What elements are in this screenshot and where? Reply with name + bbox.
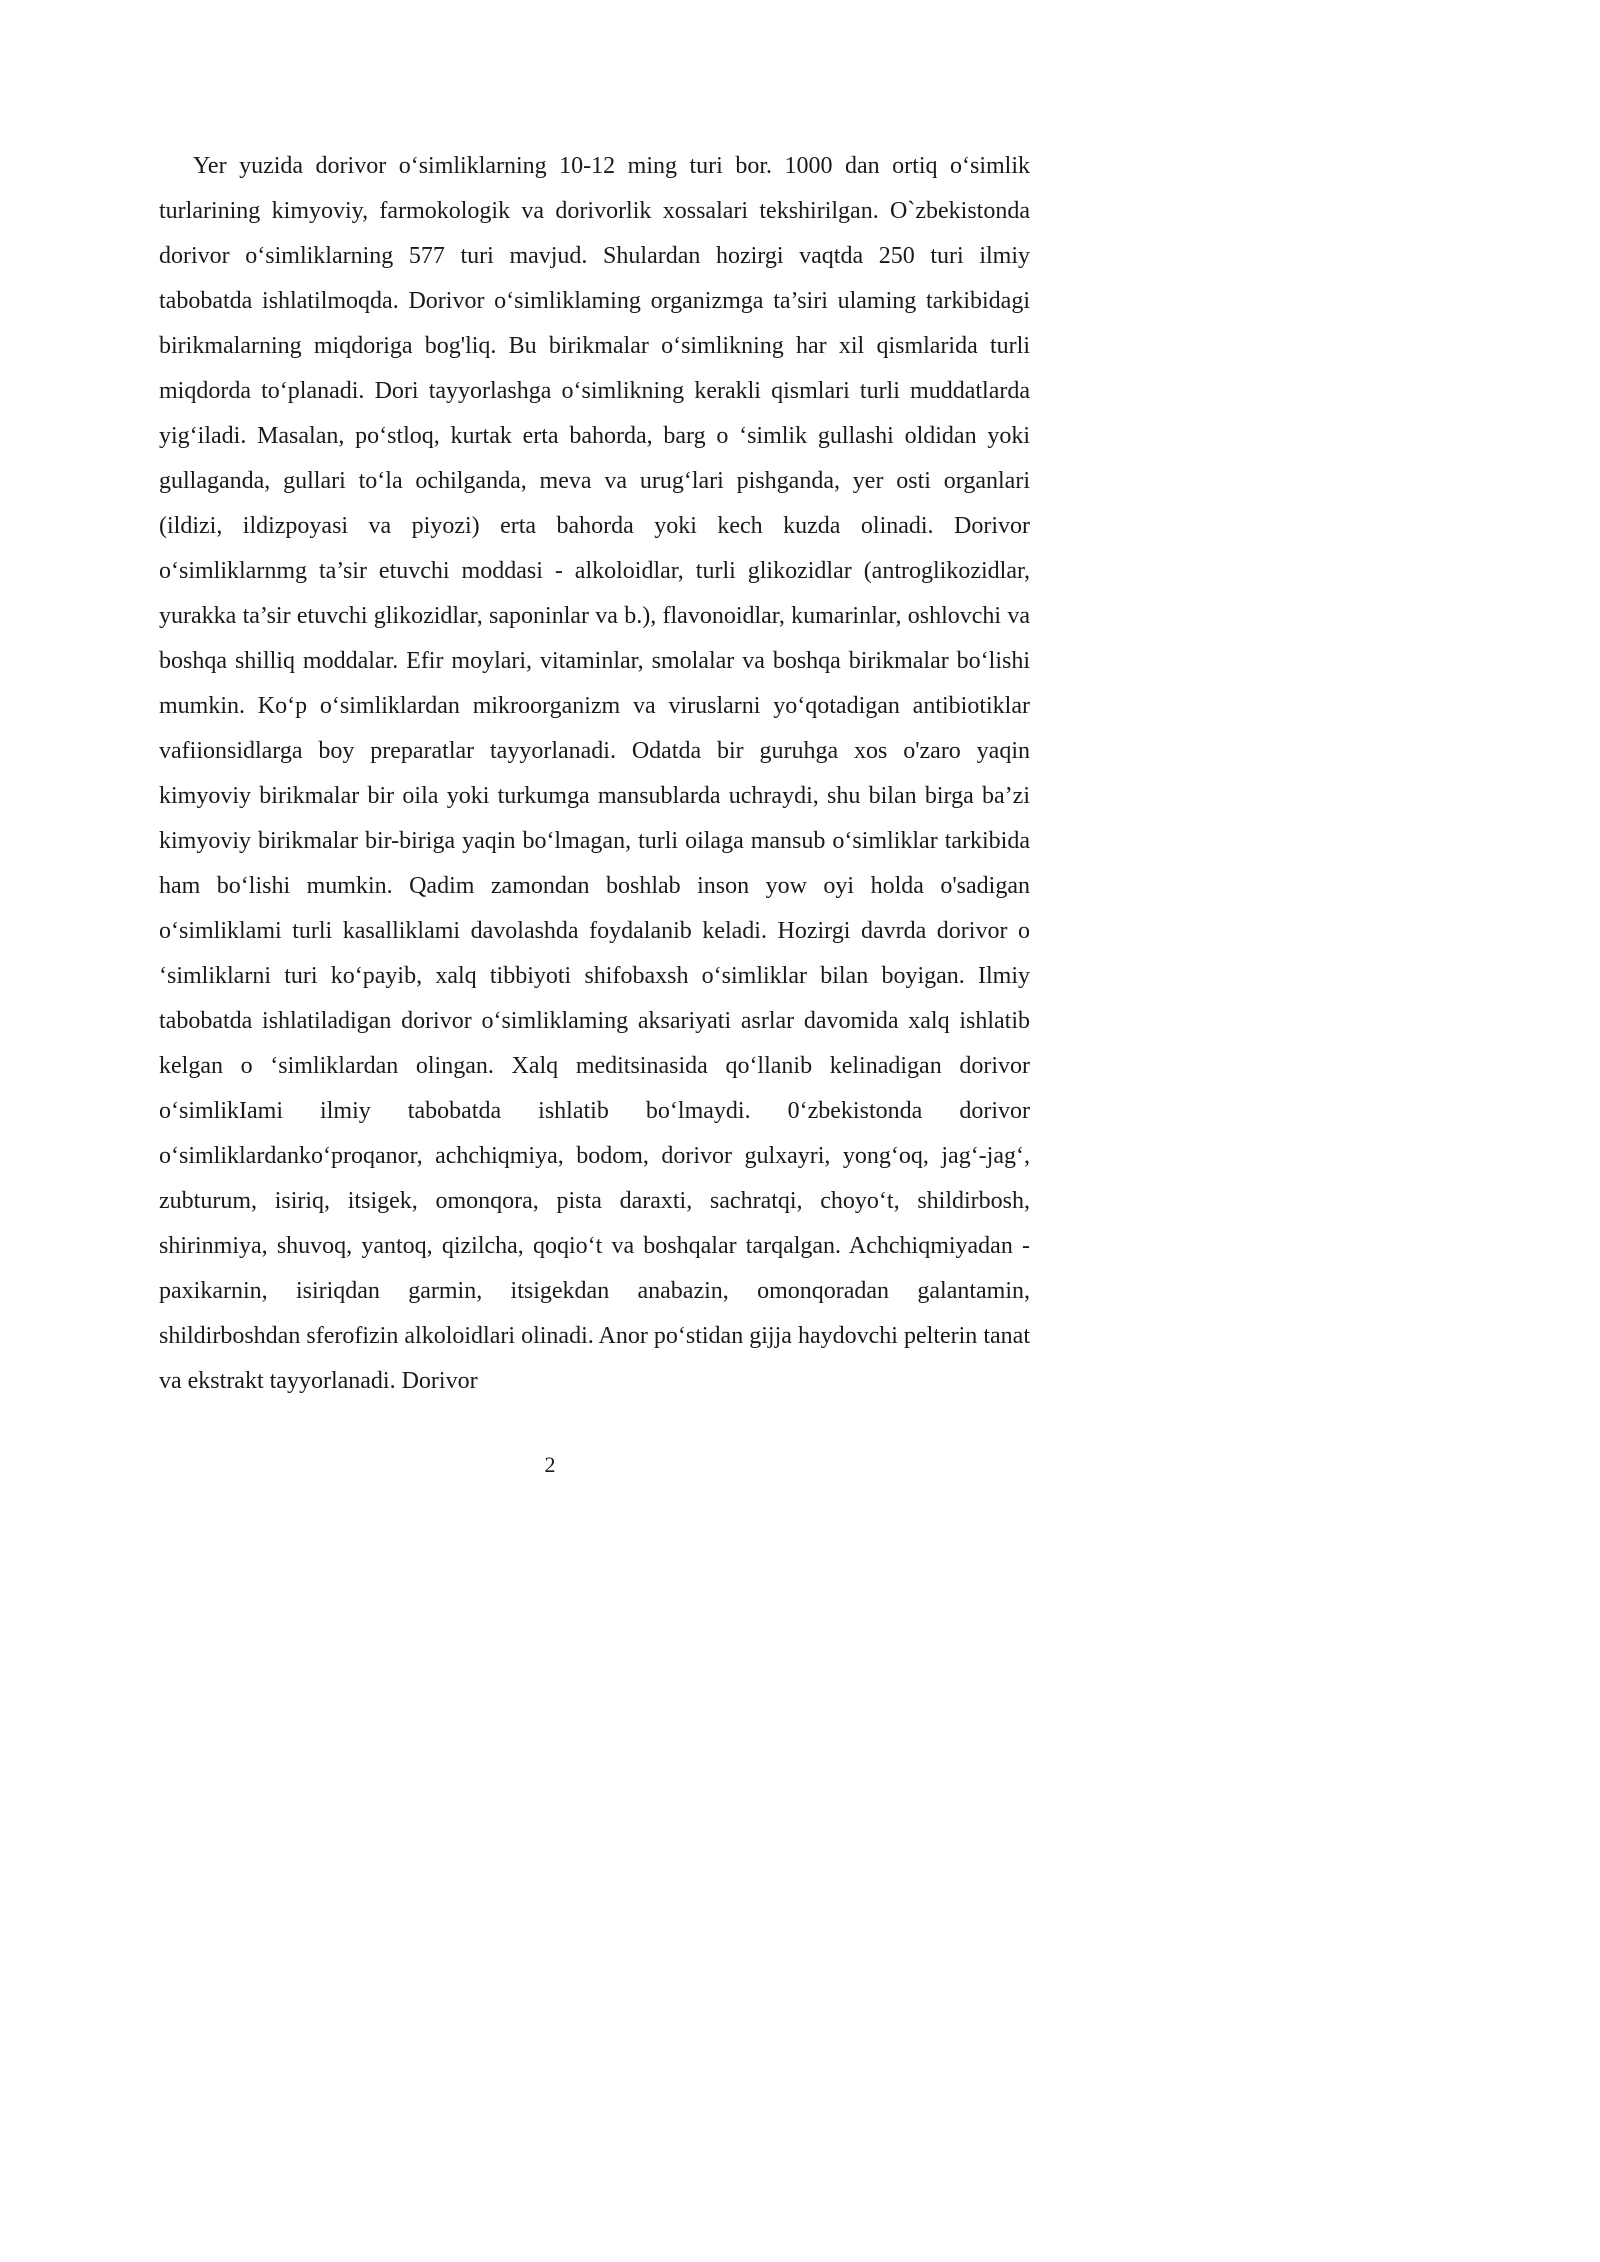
page-number: 2	[544, 1452, 556, 1477]
document-page	[0, 0, 1100, 1555]
body-paragraph: Yer yuzida dorivor o‘simliklarning 10-12 ming turi bor. 1000 dan ortiq o‘simlik turlarining kimyoviy, farmokologik va dorivorlik xossalari tekshirilgan. O`zbekistonda dorivor o‘simliklarning 577 turi mavjud. Shulardan hozirgi vaqtda 250 turi ilmiy tabobatda ishlatilmoqda. Dorivor o‘simliklaming organizmga ta’siri ulaming tarkibidagi birikmalarning miqdoriga bog'liq. Bu birikmalar o‘simlikning har xil qismlarida turli miqdorda to‘planadi. Dori tayyorlashga o‘simlikning kerakli qismlari turli muddatlarda yig‘iladi. Masalan, po‘stloq, kurtak erta bahorda, barg o ‘simlik gullashi oldidan yoki gullaganda, gullari to‘la ochilganda, meva va urug‘lari pishganda, yer osti organlari (ildizi, ildizpoyasi va piyozi) erta bahorda yoki kech kuzda olinadi. Dorivor o‘simliklarnmg ta’sir etuvchi moddasi - alkoloidlar, turli glikozidlar (antroglikozidlar, yurakka ta’sir etuvchi glikozidlar, saponinlar va b.), flavonoidlar, kumarinlar, oshlovchi va boshqa shilliq moddalar. Efir moylari, vitaminlar, smolalar va boshqa birikmalar bo‘lishi mumkin. Ko‘p o‘simliklardan mikroorganizm va viruslarni yo‘qotadigan antibiotiklar vafiionsidlarga boy preparatlar tayyorlanadi. Odatda bir guruhga xos o'zaro yaqin kimyoviy birikmalar bir oila yoki turkumga mansublarda uchraydi, shu bilan birga ba’zi kimyoviy birikmalar bir-biriga yaqin bo‘lmagan, turli oilaga mansub o‘simliklar tarkibida ham bo‘lishi mumkin. Qadim zamondan boshlab inson yow oyi holda o'sadigan o‘simliklami turli kasalliklami davolashda foydalanib keladi. Hozirgi davrda dorivor o ‘simliklarni turi ko‘payib, xalq tibbiyoti shifobaxsh o‘simliklar bilan boyigan. Ilmiy tabobatda ishlatiladigan dorivor o‘simliklaming aksariyati asrlar davomida xalq ishlatib kelgan o ‘simliklardan olingan. Xalq meditsinasida qo‘llanib kelinadigan dorivor o‘simlikIami ilmiy tabobatda ishlatib bo‘lmaydi. 0‘zbekistonda dorivor o‘simliklardanko‘proqanor, achchiqmiya, bodom, dorivor gulxayri, yong‘oq, jag‘-jag‘, zubturum, isiriq, itsigek, omonqora, pista daraxti, sachratqi, choyo‘t, shildirbosh, shirinmiya, shuvoq, yantoq, qizilcha, qoqio‘t va boshqalar tarqalgan. Achchiqmiyadan - paxikarnin, isiriqdan garmin, itsigekdan anabazin, omonqoradan galantamin, shildirboshdan sferofizin alkoloidlari olinadi. Anor po‘stidan gijja haydovchi pelterin tanat va ekstrakt tayyorlanadi. Dorivor	[159, 153, 1030, 1394]
